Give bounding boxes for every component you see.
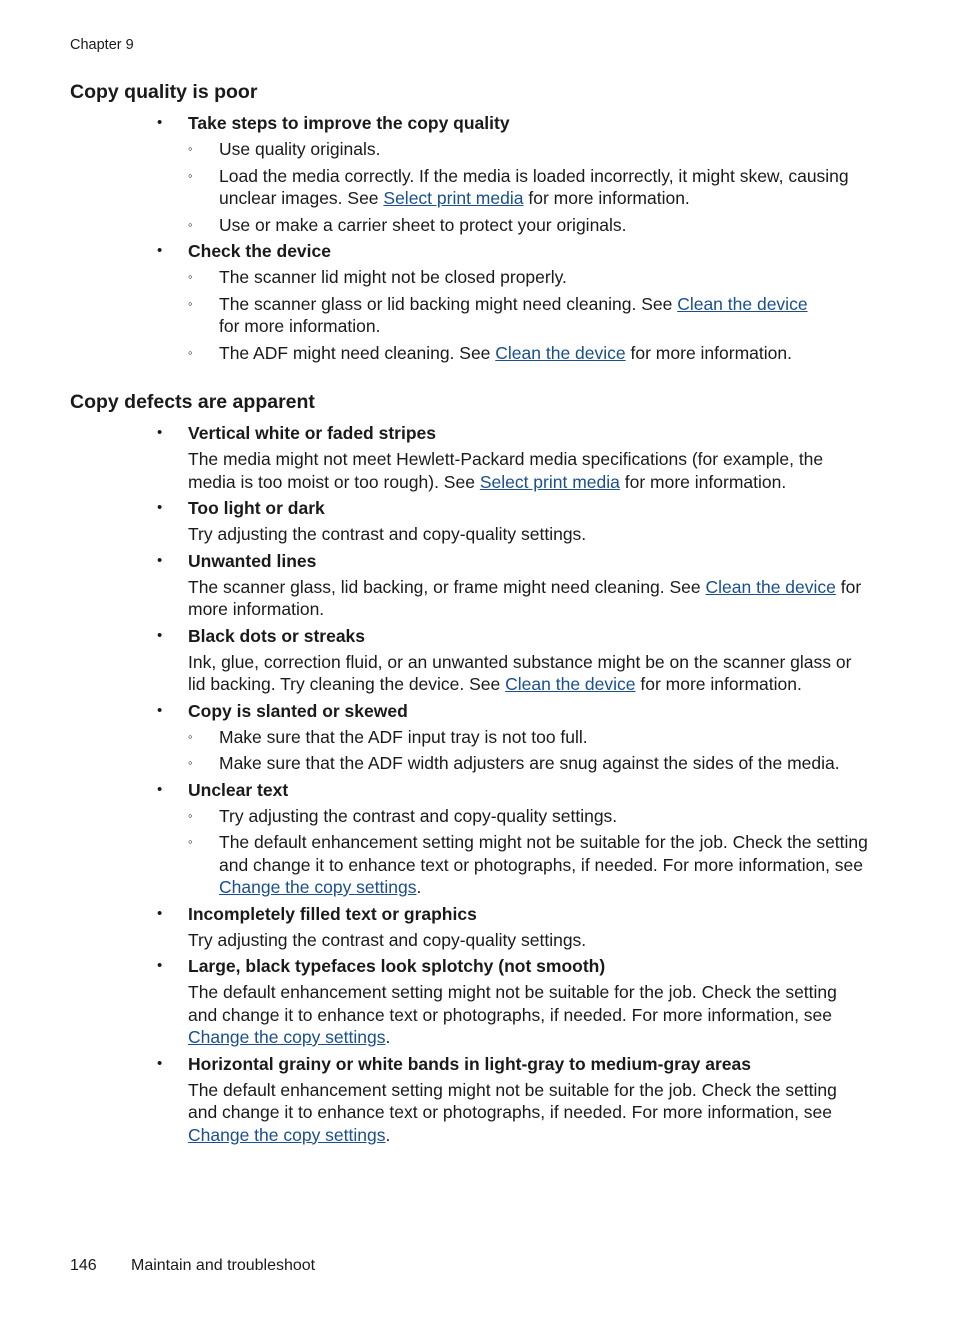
sub-item: ◦ Load the media correctly. If the media is loaded incorrectly, it might skew, causing unclear images. See Select print media for more information. [188, 165, 849, 208]
item-title: Copy is slanted or skewed [188, 700, 408, 721]
circle-bullet-icon: ◦ [188, 834, 193, 849]
list-item [70, 625, 870, 696]
bullet-icon: • [157, 114, 163, 131]
link-change-the-copy-settings[interactable]: Change the copy settings [188, 1027, 386, 1047]
list-item [70, 903, 870, 952]
item-description: Try adjusting the contrast and copy-quality settings. [188, 524, 587, 544]
item-title: Incompletely filled text or graphics [188, 903, 477, 924]
bullet-icon: • [157, 424, 163, 441]
section-copy-defects [70, 390, 870, 1150]
link-clean-the-device[interactable]: Clean the device [677, 293, 808, 314]
bullet-icon: • [157, 626, 163, 644]
list-item [70, 422, 870, 493]
item-title: Unwanted lines [188, 550, 317, 571]
section-heading: Copy defects are apparent [70, 391, 315, 413]
item-title: Check the device [188, 241, 331, 261]
bullet-icon: • [157, 701, 163, 719]
sub-item: ◦ The ADF might need cleaning. See Clean the device for more information. [188, 342, 792, 363]
section-copy-quality-poor [70, 80, 870, 368]
list-item [70, 240, 870, 364]
item-title: Take steps to improve the copy quality [188, 113, 510, 133]
link-change-the-copy-settings[interactable]: Change the copy settings [188, 1124, 386, 1145]
circle-bullet-icon: ◦ [188, 344, 193, 360]
list-item [70, 700, 870, 775]
footer-section-title: Maintain and troubleshoot [131, 1257, 316, 1274]
page-footer [70, 1257, 315, 1275]
bullet-icon: • [157, 499, 163, 516]
bullet-icon: • [157, 551, 163, 569]
list-item [70, 112, 870, 236]
circle-bullet-icon: ◦ [188, 807, 193, 823]
chapter-header: Chapter 9 [70, 37, 134, 53]
item-title: Black dots or streaks [188, 625, 366, 646]
bullet-icon: • [157, 780, 163, 798]
list-item [70, 955, 870, 1049]
item-title: Large, black typefaces look splotchy (not smooth) [188, 956, 606, 976]
bullet-icon: • [157, 904, 163, 922]
circle-bullet-icon: ◦ [188, 295, 193, 311]
circle-bullet-icon: ◦ [188, 216, 193, 232]
circle-bullet-icon: ◦ [188, 728, 193, 744]
link-clean-the-device[interactable]: Clean the device [505, 674, 636, 694]
item-title: Unclear text [188, 779, 289, 800]
sub-item: ◦ Make sure that the ADF width adjusters are snug against the sides of the media. [188, 753, 840, 773]
page-number: 146 [70, 1257, 97, 1274]
link-select-print-media[interactable]: Select print media [383, 188, 524, 208]
item-title: Vertical white or faded stripes [188, 423, 436, 443]
link-clean-the-device[interactable]: Clean the device [705, 576, 836, 597]
list-item [70, 497, 870, 546]
bullet-icon: • [157, 242, 163, 259]
item-description: The media might not meet Hewlett-Packard media specifications (for example, the media is too moist or too rough). See Select print media for more information. [188, 449, 824, 492]
item-description: Ink, glue, correction fluid, or an unwanted substance might be on the scanner glass or lid backing. Try cleaning the device. See Clean the device for more information. [188, 651, 852, 694]
item-description: The default enhancement setting might not be suitable for the job. Check the setting and change it to enhance text or photographs, if needed. For more information, see Change the copy settings. [188, 982, 837, 1047]
item-title: Horizontal grainy or white bands in light-gray to medium-gray areas [188, 1053, 752, 1074]
bullet-icon: • [157, 1054, 163, 1072]
link-change-the-copy-settings[interactable]: Change the copy settings [219, 877, 417, 897]
link-select-print-media[interactable]: Select print media [479, 471, 620, 492]
bullet-icon: • [157, 957, 163, 974]
sub-item: ◦ Use or make a carrier sheet to protect your originals. [188, 214, 627, 235]
sub-item: ◦ Make sure that the ADF input tray is not too full. [188, 726, 588, 747]
item-description: The default enhancement setting might not be suitable for the job. Check the setting and change it to enhance text or photographs, if needed. For more information, see Change the copy settings. [188, 1079, 837, 1145]
item-title: Too light or dark [188, 498, 325, 518]
sub-item: ◦ The default enhancement setting might not be suitable for the job. Check the setting and change it to enhance text or photographs, if needed. For more information, see Change the copy settings. [188, 832, 868, 897]
link-clean-the-device[interactable]: Clean the device [495, 342, 626, 363]
sub-item: ◦ The scanner glass or lid backing might need cleaning. See Clean the device for more information. [188, 293, 808, 336]
list-item [70, 1053, 870, 1147]
section-heading: Copy quality is poor [70, 81, 258, 103]
sub-item: ◦ Use quality originals. [188, 139, 381, 159]
item-description: The scanner glass, lid backing, or frame might need cleaning. See Clean the device for more information. [188, 576, 862, 619]
circle-bullet-icon: ◦ [188, 269, 193, 284]
circle-bullet-icon: ◦ [188, 755, 193, 770]
list-item [70, 779, 870, 899]
circle-bullet-icon: ◦ [188, 167, 193, 183]
sub-item: ◦ The scanner lid might not be closed properly. [188, 267, 567, 287]
sub-item: ◦ Try adjusting the contrast and copy-quality settings. [188, 805, 618, 826]
circle-bullet-icon: ◦ [188, 141, 193, 156]
list-item [70, 550, 870, 621]
item-description: Try adjusting the contrast and copy-quality settings. [188, 929, 587, 950]
